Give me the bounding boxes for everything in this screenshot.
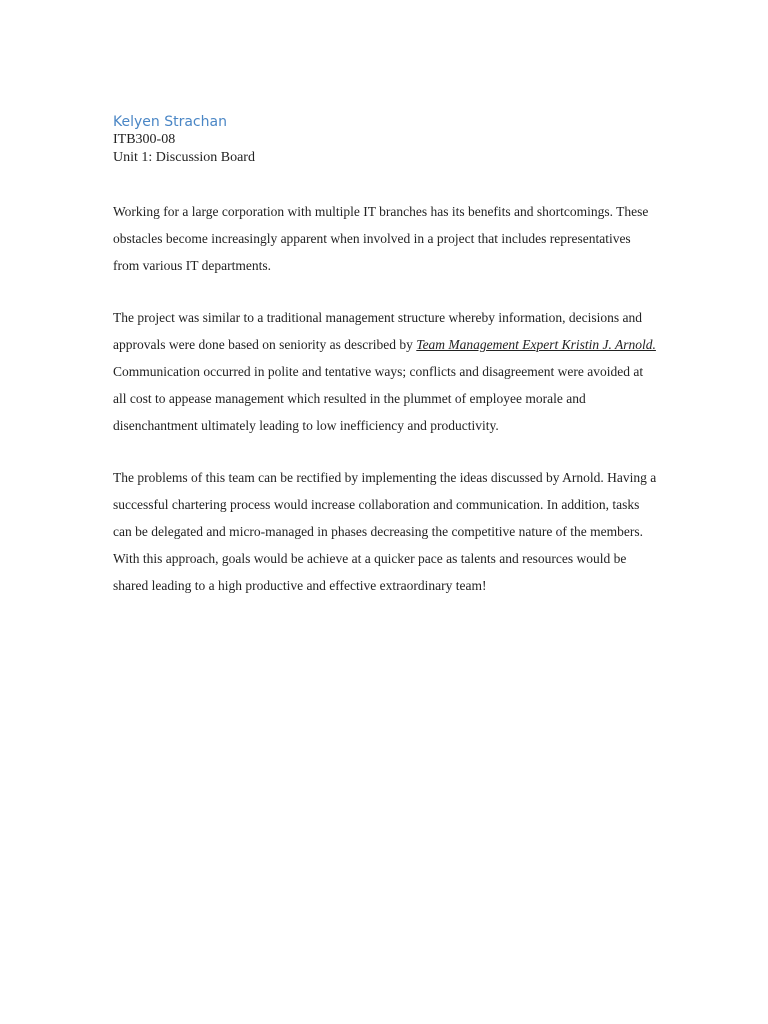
course-code: ITB300-08 — [113, 132, 176, 147]
assignment-title: Unit 1: Discussion Board — [113, 150, 255, 165]
paragraph-project-text-after: Communication occurred in polite and tentative ways; conflicts and disagreement were avoided at all cost to appease management which resulted in the plummet of employee morale and disenchantment ultimately leading to low inefficiency and productivity. — [113, 363, 644, 433]
citation-link[interactable]: Team Management Expert Kristin J. Arnold. — [416, 337, 656, 353]
paragraph-project-text-before: The project was similar to a traditional management structure whereby information, decisions and approvals were done based on seniority as described by — [113, 310, 642, 353]
author-name: Kelyen Strachan — [113, 114, 227, 130]
document-body — [113, 199, 658, 599]
document-page — [113, 113, 658, 625]
paragraph-intro: Working for a large corporation with multiple IT branches has its benefits and shortcomings. These obstacles become increasingly apparent when involved in a project that includes representatives from various IT departments. — [113, 204, 649, 273]
paragraph-project — [113, 305, 658, 439]
paragraph-solution: The problems of this team can be rectified by implementing the ideas discussed by Arnold. Having a successful chartering process would increase collaboration and communication. In addition, tasks can be delegated and micro-managed in phases decreasing the competitive nature of the members. With this approach, goals would be achieve at a quicker pace as talents and resources would be shared leading to a high productive and effective extraordinary team! — [113, 470, 657, 593]
